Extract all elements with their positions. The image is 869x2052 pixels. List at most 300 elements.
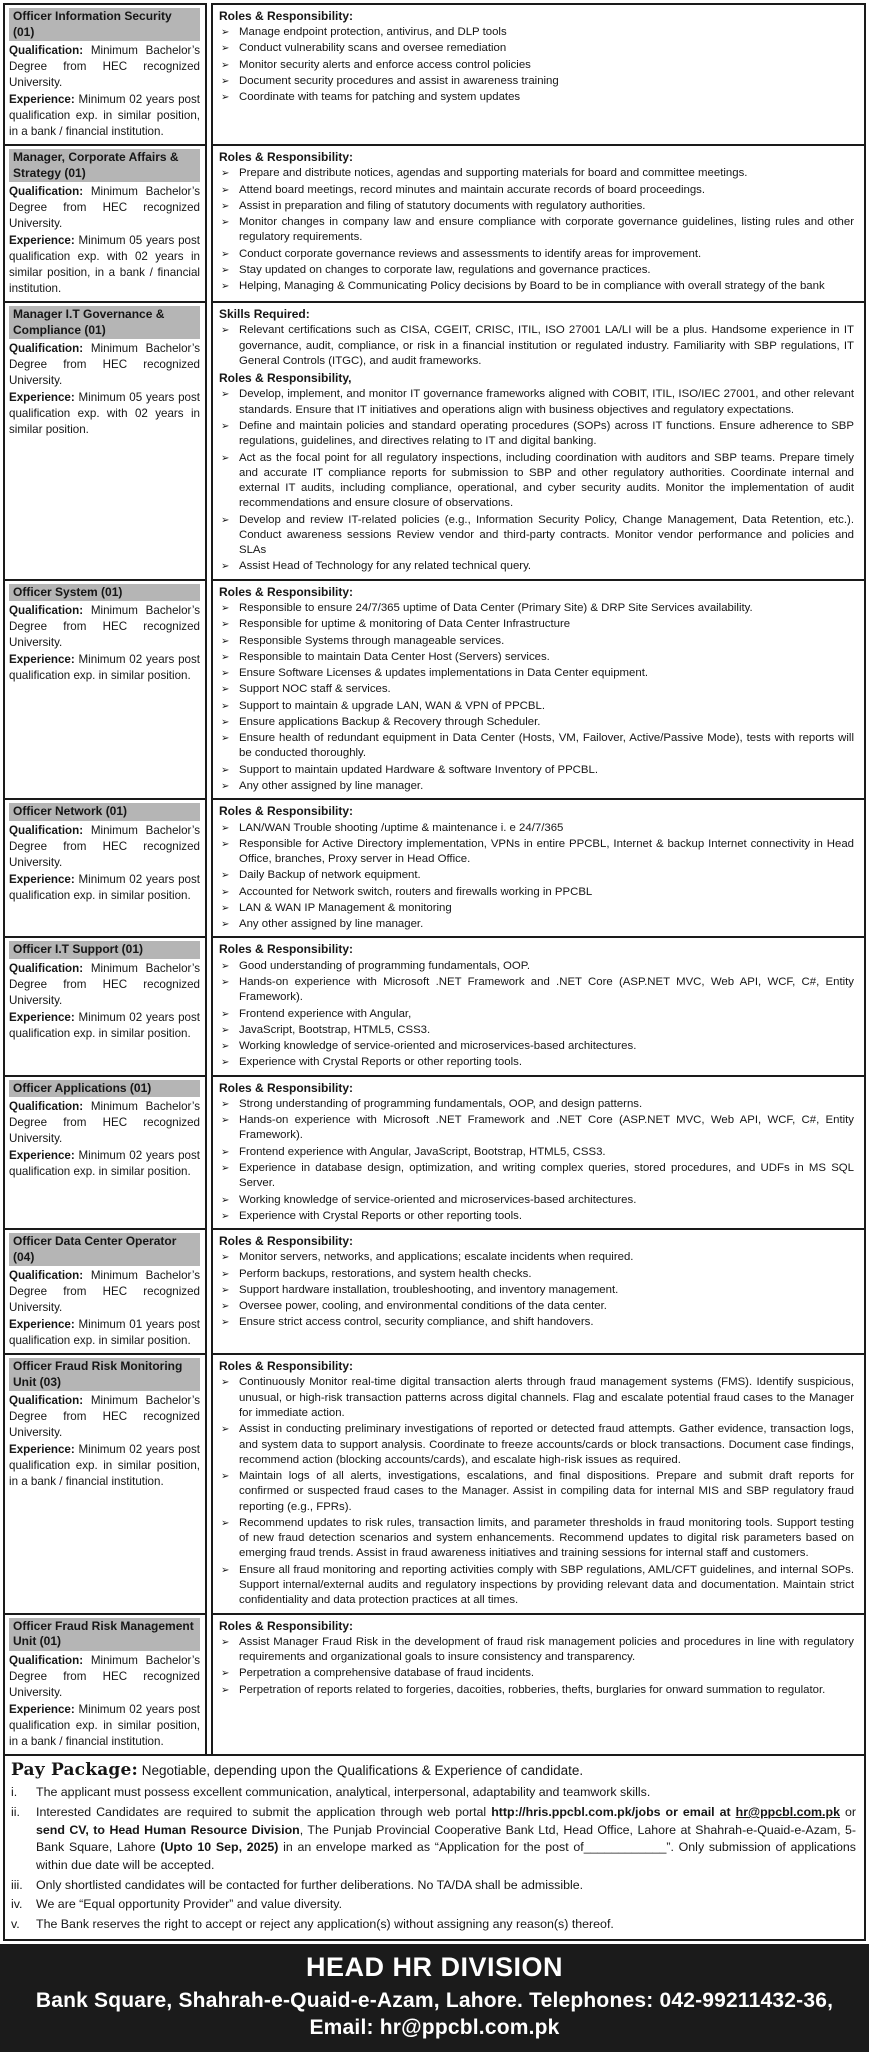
arrow-bullet-icon: ➢ bbox=[221, 838, 230, 850]
responsibilities-cell bbox=[211, 1075, 866, 1230]
experience-label: Experience: bbox=[9, 391, 75, 405]
bullet-list bbox=[218, 820, 856, 933]
bullet-text: Monitor servers, networks, and applications; escalate incidents when required. bbox=[239, 1251, 634, 1264]
experience-label: Experience: bbox=[9, 1011, 75, 1025]
bullet-item bbox=[218, 900, 856, 916]
table-row bbox=[3, 3, 866, 146]
note-body bbox=[36, 1804, 856, 1874]
bullet-text: Develop and review IT-related policies (e.g., Information Security Policy, Change Management, Data Retention, etc.). Conduct awareness sessions Review vendor and third-party contracts. Monitor vendor performance and policies and SLAs bbox=[239, 513, 854, 557]
arrow-bullet-icon: ➢ bbox=[221, 168, 230, 180]
arrow-bullet-icon: ➢ bbox=[221, 1146, 230, 1158]
qualification-value: Minimum Bachelor’s Degree from HEC recognized University. bbox=[9, 1394, 200, 1440]
bullet-text: Ensure health of redundant equipment in Data Center (Hosts, VM, Failover, Active/Passive Mode), tests with reports will be conducted thoroughly. bbox=[239, 732, 854, 760]
bullet-text: Daily Backup of network equipment. bbox=[239, 869, 421, 882]
arrow-bullet-icon: ➢ bbox=[221, 1194, 230, 1206]
qualification-text bbox=[9, 184, 200, 232]
experience-text bbox=[9, 92, 200, 140]
arrow-bullet-icon: ➢ bbox=[221, 1252, 230, 1264]
bullet-text: Accounted for Network switch, routers and firewalls working in PPCBL bbox=[239, 885, 593, 898]
experience-label: Experience: bbox=[9, 234, 75, 248]
table-row bbox=[3, 1228, 866, 1355]
arrow-bullet-icon: ➢ bbox=[221, 43, 230, 55]
bullet-item bbox=[218, 681, 856, 697]
bullet-item bbox=[218, 1266, 856, 1282]
arrow-bullet-icon: ➢ bbox=[221, 217, 230, 229]
bullet-text: Oversee power, cooling, and environmental conditions of the data center. bbox=[239, 1300, 607, 1313]
responsibility-section bbox=[218, 369, 856, 575]
arrow-bullet-icon: ➢ bbox=[221, 1377, 230, 1389]
experience-label: Experience: bbox=[9, 1702, 75, 1716]
arrow-bullet-icon: ➢ bbox=[221, 976, 230, 988]
note-body bbox=[36, 1877, 856, 1895]
bullet-text: Responsible to ensure 24/7/365 uptime of Data Center (Primary Site) & DRP Site Services availability. bbox=[239, 601, 753, 614]
bullet-text: Helping, Managing & Communicating Policy decisions by Board to be in compliance with overall strategy of the bank bbox=[239, 280, 825, 293]
bullet-item bbox=[218, 558, 856, 574]
qualification-text bbox=[9, 603, 200, 651]
banner-address: Bank Square, Shahrah-e-Quaid-e-Azam, Lahore. Telephones: 042-99211432-36, Email: hr@ppcbl.com.pk bbox=[35, 1988, 834, 2040]
position-title: Officer Network (01) bbox=[9, 803, 200, 821]
qualification-text bbox=[9, 961, 200, 1009]
arrow-bullet-icon: ➢ bbox=[221, 886, 230, 898]
note-number: i. bbox=[11, 1785, 18, 1800]
arrow-bullet-icon: ➢ bbox=[221, 1284, 230, 1296]
responsibilities-cell bbox=[211, 579, 866, 801]
bullet-list bbox=[218, 1634, 856, 1698]
bullet-item bbox=[218, 1192, 856, 1208]
experience-value: Minimum 02 years post qualification exp. in similar position. bbox=[9, 653, 200, 683]
bullet-text: Support NOC staff & services. bbox=[239, 683, 391, 696]
arrow-bullet-icon: ➢ bbox=[221, 700, 230, 712]
arrow-bullet-icon: ➢ bbox=[221, 264, 230, 276]
responsibilities-cell bbox=[211, 798, 866, 938]
table-row bbox=[3, 1353, 866, 1614]
bullet-item bbox=[218, 649, 856, 665]
bullet-text: Conduct corporate governance reviews and assessments to identify areas for improvement. bbox=[239, 247, 702, 260]
bullet-text: Assist in preparation and filing of statutory documents with regulatory authorities. bbox=[239, 199, 646, 212]
bullet-text: Perpetration of reports related to forgeries, dacoities, robberies, thefts, burglaries for onward summation to regulator. bbox=[239, 1683, 826, 1696]
arrow-bullet-icon: ➢ bbox=[221, 635, 230, 647]
arrow-bullet-icon: ➢ bbox=[221, 822, 230, 834]
bullet-item bbox=[218, 762, 856, 778]
section-heading: Roles & Responsibility: bbox=[219, 1359, 354, 1374]
responsibilities-cell bbox=[211, 1353, 866, 1614]
bullet-text: Working knowledge of service-oriented and microservices-based architectures. bbox=[239, 1040, 637, 1053]
bullet-item bbox=[218, 214, 856, 246]
bullet-item bbox=[218, 1282, 856, 1298]
footer-banner bbox=[0, 1944, 869, 2052]
pay-package-text: Negotiable, depending upon the Qualifications & Experience of candidate. bbox=[141, 1762, 584, 1778]
responsibilities-cell bbox=[211, 301, 866, 581]
bullet-item bbox=[218, 165, 856, 181]
bullet-item bbox=[218, 1249, 856, 1265]
bullet-text: Conduct vulnerability scans and oversee remediation bbox=[239, 42, 507, 55]
arrow-bullet-icon: ➢ bbox=[221, 76, 230, 88]
bullet-item bbox=[218, 182, 856, 198]
bullet-item bbox=[218, 1298, 856, 1314]
bullet-text: Responsible for uptime & monitoring of Data Center Infrastructure bbox=[239, 618, 571, 631]
bullet-item bbox=[218, 958, 856, 974]
experience-value: Minimum 02 years post qualification exp. in similar position. bbox=[9, 1011, 200, 1041]
bullet-text: Ensure all fraud monitoring and reporting activities comply with SBP regulations, AML/CFT guidelines, and internal SOPs. Support internal/external audits and regulatory inspections by providing relevant data and documentation. Maintain strict confidentiality and data protection practices at all times. bbox=[239, 1563, 854, 1607]
bullet-text: Recommend updates to risk rules, transaction limits, and parameter thresholds in fraud monitoring tools. Support testing of new fraud detection scenarios and system enhancements. Recommend updates to digital risk parameters based on emerging fraud trends. Assist in fraud awareness initiatives and training sessions for internal staff and customers. bbox=[239, 1516, 854, 1560]
note-segment: Only shortlisted candidates will be contacted for further deliberations. No TA/DA shall be admissible. bbox=[36, 1877, 584, 1892]
experience-label: Experience: bbox=[9, 653, 75, 667]
bullet-item bbox=[218, 1468, 856, 1515]
bullet-text: Hands-on experience with Microsoft .NET Framework and .NET Core (ASP.NET MVC, Web API, WCF, C#, Entity Framework). bbox=[239, 1114, 854, 1142]
bullet-text: Develop, implement, and monitor IT governance frameworks aligned with COBIT, ITIL, ISO/IEC 27001, and other relevant standards. Ensure that IT initiatives and operations align with business objectives and regulatory expectations. bbox=[239, 388, 854, 416]
arrow-bullet-icon: ➢ bbox=[221, 1301, 230, 1313]
bullet-text: JavaScript, Bootstrap, HTML5, CSS3. bbox=[239, 1023, 431, 1036]
position-title: Officer System (01) bbox=[9, 584, 200, 602]
note-body bbox=[36, 1916, 856, 1934]
bullet-item bbox=[218, 1665, 856, 1681]
bullet-item bbox=[218, 278, 856, 294]
qualification-label: Qualification: bbox=[9, 1653, 84, 1667]
bullet-list bbox=[218, 165, 856, 294]
arrow-bullet-icon: ➢ bbox=[221, 1024, 230, 1036]
qualification-text bbox=[9, 1099, 200, 1147]
note-segment: send CV, to Head Human Resource Division bbox=[36, 1822, 300, 1837]
responsibility-section bbox=[218, 1357, 856, 1608]
arrow-bullet-icon: ➢ bbox=[221, 1668, 230, 1680]
note-segment: or email at bbox=[660, 1805, 736, 1820]
arrow-bullet-icon: ➢ bbox=[221, 1008, 230, 1020]
note-segment: Interested Candidates are required to submit the application through web portal bbox=[36, 1805, 492, 1820]
bullet-list bbox=[218, 600, 856, 794]
qualification-text bbox=[9, 1653, 200, 1701]
arrow-bullet-icon: ➢ bbox=[221, 561, 230, 573]
arrow-bullet-icon: ➢ bbox=[221, 733, 230, 745]
bullet-list bbox=[218, 1096, 856, 1224]
position-title: Officer Data Center Operator (04) bbox=[9, 1233, 200, 1266]
bullet-text: Document security procedures and assist in awareness training bbox=[239, 75, 559, 88]
experience-text bbox=[9, 233, 200, 297]
table-row bbox=[3, 1075, 866, 1230]
bullet-text: Experience with Crystal Reports or other reporting tools. bbox=[239, 1209, 522, 1222]
position-cell bbox=[3, 579, 207, 801]
bullet-text: Ensure applications Backup & Recovery through Scheduler. bbox=[239, 715, 541, 728]
bullet-text: Any other assigned by line manager. bbox=[239, 918, 424, 931]
section-heading: Roles & Responsibility: bbox=[219, 804, 354, 819]
arrow-bullet-icon: ➢ bbox=[221, 1268, 230, 1280]
position-cell bbox=[3, 798, 207, 938]
bullet-item bbox=[218, 1096, 856, 1112]
position-cell bbox=[3, 936, 207, 1076]
note-segment: We are “Equal opportunity Provider” and value diversity. bbox=[36, 1897, 343, 1912]
bullet-text: Perform backups, restorations, and system health checks. bbox=[239, 1267, 532, 1280]
responsibility-section bbox=[218, 1617, 856, 1698]
arrow-bullet-icon: ➢ bbox=[221, 716, 230, 728]
bullet-item bbox=[218, 1160, 856, 1192]
bullet-item bbox=[218, 512, 856, 559]
qualification-value: Minimum Bachelor’s Degree from HEC recognized University. bbox=[9, 604, 200, 650]
section-heading: Roles & Responsibility, bbox=[219, 371, 352, 386]
bullet-item bbox=[218, 665, 856, 681]
bullet-item bbox=[218, 714, 856, 730]
bullet-item bbox=[218, 450, 856, 512]
bullet-item bbox=[218, 57, 856, 73]
table-row bbox=[3, 144, 866, 303]
experience-text bbox=[9, 1317, 200, 1349]
bullet-text: Assist in conducting preliminary investigations of reported or detected fraud attempts. Gather evidence, transaction logs, and system data to support analysis. Coordinate to freeze accounts/cards or block transactions. Document case findings, recommend action (blocking accounts/cards), and escalate high-risk issues as required. bbox=[239, 1423, 854, 1466]
arrow-bullet-icon: ➢ bbox=[221, 619, 230, 631]
experience-value: Minimum 02 years post qualification exp. in similar position, in a bank / financial institution. bbox=[9, 1443, 200, 1489]
section-heading: Roles & Responsibility: bbox=[219, 150, 354, 165]
note-segment: The applicant must possess excellent communication, analytical, interpersonal, adaptability and teamwork skills. bbox=[36, 1785, 651, 1800]
experience-text bbox=[9, 1010, 200, 1042]
bullet-text: LAN/WAN Trouble shooting /uptime & maintenance i. e 24/7/365 bbox=[239, 821, 564, 834]
note-body bbox=[36, 1784, 856, 1802]
experience-value: Minimum 02 years post qualification exp. in similar position, in a bank / financial institution. bbox=[9, 93, 200, 139]
position-cell bbox=[3, 1228, 207, 1355]
bullet-item bbox=[218, 418, 856, 450]
arrow-bullet-icon: ➢ bbox=[221, 452, 230, 464]
note-segment: The Bank reserves the right to accept or reject any application(s) without assigning any reason(s) thereof. bbox=[36, 1916, 614, 1931]
note-item bbox=[11, 1896, 856, 1914]
bullet-item bbox=[218, 820, 856, 836]
experience-value: Minimum 01 years post qualification exp. in similar position. bbox=[9, 1318, 200, 1348]
position-cell bbox=[3, 301, 207, 581]
bullet-item bbox=[218, 600, 856, 616]
section-heading: Skills Required: bbox=[219, 307, 310, 322]
bullet-text: Define and maintain policies and standard operating procedures (SOPs) across IT functions. Ensure adherence to SBP regulations, guidelines, and directives relating to IT and digital banking. bbox=[239, 419, 854, 448]
bullet-item bbox=[218, 884, 856, 900]
qualification-label: Qualification: bbox=[9, 1100, 84, 1114]
section-heading: Roles & Responsibility: bbox=[219, 1618, 354, 1633]
arrow-bullet-icon: ➢ bbox=[221, 200, 230, 212]
arrow-bullet-icon: ➢ bbox=[221, 27, 230, 39]
bullet-item bbox=[218, 730, 856, 762]
arrow-bullet-icon: ➢ bbox=[221, 281, 230, 293]
bullet-item bbox=[218, 974, 856, 1006]
responsibilities-cell bbox=[211, 1228, 866, 1355]
qualification-value: Minimum Bachelor’s Degree from HEC recognized University. bbox=[9, 1100, 200, 1146]
qualification-value: Minimum Bachelor’s Degree from HEC recognized University. bbox=[9, 823, 200, 869]
bullet-text: Monitor changes in company law and ensure compliance with corporate governance guidelines, listing rules and other regulatory requirements. bbox=[239, 216, 854, 244]
section-heading: Roles & Responsibility: bbox=[219, 1080, 354, 1095]
bullet-item bbox=[218, 1374, 856, 1421]
responsibility-section bbox=[218, 1232, 856, 1331]
bullet-text: Responsible for Active Directory implementation, VPNs in entire PPCBL, Internet & backup Internet connectivity in Head Office, branches, Proxy server in Head Office. bbox=[239, 837, 854, 866]
arrow-bullet-icon: ➢ bbox=[221, 1636, 230, 1648]
position-title: Manager, Corporate Affairs & Strategy (01) bbox=[9, 149, 200, 182]
bullet-text: Responsible to maintain Data Center Host (Servers) services. bbox=[239, 650, 550, 663]
arrow-bullet-icon: ➢ bbox=[221, 684, 230, 696]
bullet-text: Hands-on experience with Microsoft .NET Framework and .NET Core (ASP.NET MVC, Web API, WCF, C#, Entity Framework). bbox=[239, 975, 854, 1004]
arrow-bullet-icon: ➢ bbox=[221, 651, 230, 663]
bullet-text: Support hardware installation, troubleshooting, and inventory management. bbox=[239, 1283, 619, 1296]
banner-title: HEAD HR DIVISION bbox=[305, 1952, 564, 1983]
bullet-text: Good understanding of programming fundamentals, OOP. bbox=[239, 959, 531, 972]
section-heading: Roles & Responsibility: bbox=[219, 9, 354, 23]
bullet-text: Support to maintain & upgrade LAN, WAN & VPN of PPCBL. bbox=[239, 699, 546, 712]
note-body bbox=[36, 1896, 856, 1914]
responsibilities-cell bbox=[211, 1613, 866, 1756]
bullet-text: Strong understanding of programming fundamentals, OOP, and design patterns. bbox=[239, 1097, 643, 1110]
arrow-bullet-icon: ➢ bbox=[221, 1424, 230, 1436]
bullet-item bbox=[218, 198, 856, 214]
bullet-list bbox=[218, 386, 856, 574]
experience-text bbox=[9, 1148, 200, 1180]
qualification-text bbox=[9, 341, 200, 389]
bullet-text: Assist Head of Technology for any related technical query. bbox=[239, 560, 532, 573]
bullet-text: Prepare and distribute notices, agendas and supporting materials for board and committee meetings. bbox=[239, 167, 748, 180]
bullet-item bbox=[218, 1112, 856, 1144]
arrow-bullet-icon: ➢ bbox=[221, 184, 230, 196]
note-segment: (Upto 10 Sep, 2025) bbox=[160, 1840, 279, 1855]
arrow-bullet-icon: ➢ bbox=[221, 1471, 230, 1483]
table-row bbox=[3, 798, 866, 938]
position-cell bbox=[3, 144, 207, 303]
responsibility-section bbox=[218, 583, 856, 795]
position-title: Manager I.T Governance & Compliance (01) bbox=[9, 306, 200, 339]
arrow-bullet-icon: ➢ bbox=[221, 325, 230, 337]
qualification-value: Minimum Bachelor’s Degree from HEC recognized University. bbox=[9, 185, 200, 231]
bullet-text: Experience with Crystal Reports or other reporting tools. bbox=[239, 1056, 522, 1069]
qualification-text bbox=[9, 1268, 200, 1316]
bullet-text: LAN & WAN IP Management & monitoring bbox=[239, 901, 452, 914]
bullet-text: Working knowledge of service-oriented and microservices-based architectures. bbox=[239, 1193, 637, 1206]
qualification-value: Minimum Bachelor’s Degree from HEC recognized University. bbox=[9, 342, 200, 388]
responsibility-section bbox=[218, 148, 856, 294]
responsibilities-cell bbox=[211, 936, 866, 1076]
arrow-bullet-icon: ➢ bbox=[221, 1684, 230, 1696]
experience-text bbox=[9, 390, 200, 438]
responsibilities-cell bbox=[211, 3, 866, 146]
note-item bbox=[11, 1877, 856, 1895]
arrow-bullet-icon: ➢ bbox=[221, 389, 230, 401]
responsibility-section bbox=[218, 802, 856, 932]
arrow-bullet-icon: ➢ bbox=[221, 668, 230, 680]
bullet-text: Responsible Systems through manageable services. bbox=[239, 634, 505, 647]
position-title: Officer I.T Support (01) bbox=[9, 941, 200, 959]
qualification-label: Qualification: bbox=[9, 823, 84, 837]
table-row bbox=[3, 1613, 866, 1756]
bullet-item bbox=[218, 867, 856, 883]
experience-label: Experience: bbox=[9, 93, 75, 107]
bullet-item bbox=[218, 1054, 856, 1070]
experience-text bbox=[9, 1442, 200, 1490]
bullet-text: Continuously Monitor real-time digital transaction alerts through fraud management systems (FMS). Identify suspicious, unusual, or high-risk transaction patterns across digital channels. Flag and escalate potential fraud cases to the Manager for immediate action. bbox=[239, 1376, 854, 1419]
bullet-item bbox=[218, 1144, 856, 1160]
qualification-label: Qualification: bbox=[9, 185, 84, 199]
arrow-bullet-icon: ➢ bbox=[221, 420, 230, 432]
position-title: Officer Fraud Risk Management Unit (01) bbox=[9, 1618, 200, 1651]
bullet-text: Act as the focal point for all regulatory inspections, including coordination with auditors and SBP teams. Prepare timely and accurate IT compliance reports for submission to SBP and other regulatory authorities. Coordinate internal and external IT audits, including compliance, operational, and cyber security audits. Monitor the implementation of audit recommendations and ensure closure of observations. bbox=[239, 451, 854, 510]
qualification-text bbox=[9, 1393, 200, 1441]
bullet-text: Manage endpoint protection, antivirus, and DLP tools bbox=[239, 26, 507, 39]
pay-package-line bbox=[11, 1759, 856, 1783]
bullet-item bbox=[218, 262, 856, 278]
arrow-bullet-icon: ➢ bbox=[221, 1317, 230, 1329]
arrow-bullet-icon: ➢ bbox=[221, 960, 230, 972]
responsibility-section bbox=[218, 940, 856, 1070]
responsibility-section bbox=[218, 7, 856, 106]
bullet-item bbox=[218, 1421, 856, 1468]
bullet-item bbox=[218, 698, 856, 714]
qualification-label: Qualification: bbox=[9, 44, 84, 58]
bullet-list bbox=[218, 322, 856, 369]
arrow-bullet-icon: ➢ bbox=[221, 1115, 230, 1127]
qualification-value: Minimum Bachelor’s Degree from HEC recognized University. bbox=[9, 1653, 200, 1699]
qualification-value: Minimum Bachelor’s Degree from HEC recognized University. bbox=[9, 1269, 200, 1315]
bullet-item bbox=[218, 1634, 856, 1666]
note-segment: hr@ppcbl.com.pk bbox=[735, 1805, 840, 1820]
experience-value: Minimum 05 years post qualification exp. with 02 years in similar position. bbox=[9, 391, 200, 437]
section-heading: Roles & Responsibility: bbox=[219, 1234, 354, 1249]
qualification-label: Qualification: bbox=[9, 604, 84, 618]
arrow-bullet-icon: ➢ bbox=[221, 1098, 230, 1110]
bullet-item bbox=[218, 89, 856, 105]
experience-label: Experience: bbox=[9, 1443, 75, 1457]
bullet-item bbox=[218, 616, 856, 632]
bullet-text: Monitor security alerts and enforce access control policies bbox=[239, 58, 531, 71]
position-cell bbox=[3, 1075, 207, 1230]
qualification-label: Qualification: bbox=[9, 342, 84, 356]
bullet-list bbox=[218, 1249, 856, 1330]
bullet-item bbox=[218, 1208, 856, 1224]
notes-list bbox=[11, 1784, 856, 1933]
experience-label: Experience: bbox=[9, 1318, 75, 1332]
bullet-text: Ensure strict access control, security compliance, and shift handovers. bbox=[239, 1316, 594, 1329]
experience-value: Minimum 02 years post qualification exp. in similar position. bbox=[9, 1149, 200, 1179]
note-segment: or bbox=[839, 1805, 856, 1820]
arrow-bullet-icon: ➢ bbox=[221, 870, 230, 882]
position-title: Officer Fraud Risk Monitoring Unit (03) bbox=[9, 1358, 200, 1391]
table-row bbox=[3, 301, 866, 581]
arrow-bullet-icon: ➢ bbox=[221, 781, 230, 793]
arrow-bullet-icon: ➢ bbox=[221, 1517, 230, 1529]
bullet-text: Relevant certifications such as CISA, CGEIT, CRISC, ITIL, ISO 27001 LA/LI will be a plus. Handsome experience in IT governance, audit, compliance, or risk in a financial institution or regulated industry. Familiarity with SBP regulations, IT General Controls (ITGC), and audit frameworks. bbox=[239, 324, 854, 367]
responsibilities-cell bbox=[211, 144, 866, 303]
note-segment: http://hris.ppcbl.com.pk/jobs bbox=[491, 1805, 661, 1820]
bullet-item bbox=[218, 40, 856, 56]
position-title: Officer Applications (01) bbox=[9, 1080, 200, 1098]
qualification-label: Qualification: bbox=[9, 962, 84, 976]
bullet-item bbox=[218, 1022, 856, 1038]
bullet-item bbox=[218, 1006, 856, 1022]
bullet-list bbox=[218, 24, 856, 105]
experience-text bbox=[9, 1702, 200, 1750]
bullet-item bbox=[218, 916, 856, 932]
arrow-bullet-icon: ➢ bbox=[221, 248, 230, 260]
bullet-item bbox=[218, 386, 856, 418]
bullet-text: Frontend experience with Angular, bbox=[239, 1007, 412, 1020]
bullet-item bbox=[218, 1562, 856, 1609]
bullet-item bbox=[218, 1515, 856, 1562]
note-number: iv. bbox=[11, 1897, 23, 1912]
bullet-item bbox=[218, 778, 856, 794]
responsibility-section bbox=[218, 305, 856, 369]
arrow-bullet-icon: ➢ bbox=[221, 514, 230, 526]
experience-value: Minimum 02 years post qualification exp. in similar position. bbox=[9, 872, 200, 902]
note-item bbox=[11, 1784, 856, 1802]
note-number: ii. bbox=[11, 1805, 20, 1820]
bullet-item bbox=[218, 73, 856, 89]
qualification-label: Qualification: bbox=[9, 1394, 84, 1408]
note-item bbox=[11, 1916, 856, 1934]
bullet-item bbox=[218, 633, 856, 649]
experience-text bbox=[9, 872, 200, 904]
experience-value: Minimum 02 years post qualification exp. in similar position, in a bank / financial institution. bbox=[9, 1702, 200, 1748]
bullet-item bbox=[218, 322, 856, 369]
note-segment: , The Punjab Provincial Cooperative Bank Ltd, Head Office, Lahore at Shahrah-e-Quaid-e-Azam, 5-Bank Square, Lahore bbox=[36, 1822, 856, 1855]
responsibility-section bbox=[218, 1079, 856, 1224]
arrow-bullet-icon: ➢ bbox=[221, 919, 230, 931]
position-cell bbox=[3, 3, 207, 146]
qualification-value: Minimum Bachelor’s Degree from HEC recognized University. bbox=[9, 44, 200, 90]
arrow-bullet-icon: ➢ bbox=[221, 902, 230, 914]
